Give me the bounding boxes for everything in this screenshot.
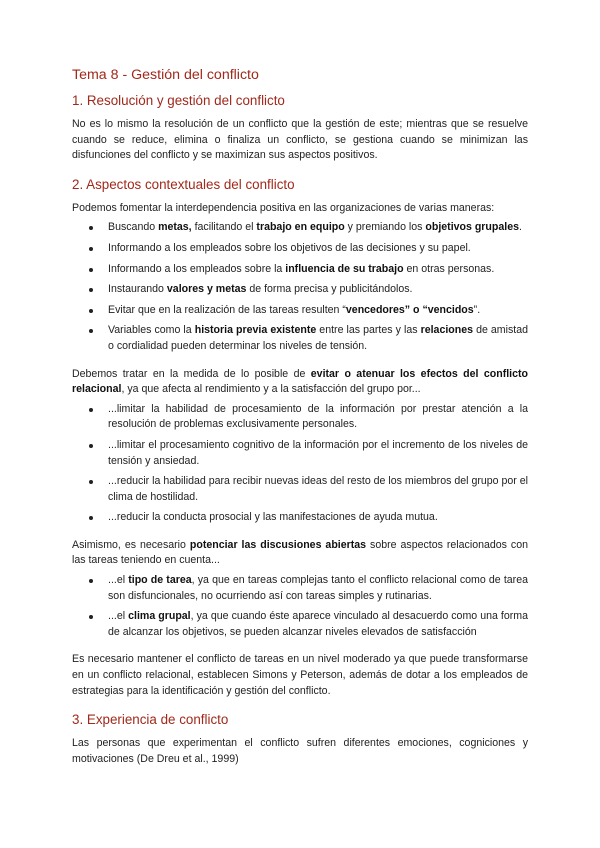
- bullet-list-interdependence: [72, 220, 528, 354]
- list-item: Buscando metas, facilitando el trabajo en equipo y premiando los objetivos grupales.: [72, 220, 528, 236]
- section-3-heading: 3. Experiencia de conflicto: [72, 712, 229, 728]
- bullet-list-task-factors: [72, 573, 528, 640]
- list-item: Instaurando valores y metas de forma precisa y publicitándolos.: [72, 282, 528, 298]
- section-1-heading: 1. Resolución y gestión del conflicto: [72, 93, 285, 108]
- list-item: Informando a los empleados sobre los objetivos de las decisiones y su papel.: [72, 241, 528, 257]
- document-title: Tema 8 - Gestión del conflicto: [72, 67, 259, 83]
- section-2-heading: 2. Aspectos contextuales del conflicto: [72, 176, 295, 192]
- paragraph-moderate-conflict: Es necesario mantener el conflicto de tareas en un nivel moderado ya que puede transformarse en un conflicto relacional, establecen Simons y Peterson, además de dotar a los empleados de estrategias para la identificación y gestión del conflicto.: [72, 653, 528, 697]
- list-item: Informando a los empleados sobre la influencia de su trabajo en otras personas.: [72, 262, 528, 278]
- list-item: ...el tipo de tarea, ya que en tareas complejas tanto el conflicto relacional como de tarea son disfuncionales, no ocurriendo así con tareas simples y rutinarias.: [72, 573, 528, 604]
- list-item: ...limitar el procesamiento cognitivo de la información por el incremento de los niveles de tensión y ansiedad.: [72, 438, 528, 469]
- paragraph-open-discussions: Asimismo, es necesario potenciar las discusiones abiertas sobre aspectos relacionados con las tareas teniendo en cuenta...: [72, 538, 529, 567]
- paragraph-relational-conflict: Debemos tratar en la medida de lo posible de evitar o atenuar los efectos del conflicto relacional, ya que afecta al rendimiento y a la satisfacción del grupo por...: [72, 367, 528, 396]
- section-3-paragraph: Las personas que experimentan el conflicto sufren diferentes emociones, cogniciones y motivaciones (De Dreu et al., 1999): [72, 737, 528, 765]
- list-item: ...reducir la habilidad para recibir nuevas ideas del resto de los miembros del grupo por el clima de hostilidad.: [72, 474, 528, 505]
- list-item: Evitar que en la realización de las tareas resulten “vencedores” o “vencidos”.: [72, 303, 528, 319]
- section-2-intro: Podemos fomentar la interdependencia positiva en las organizaciones de varias maneras:: [72, 201, 495, 214]
- section-1-paragraph: No es lo mismo la resolución de un conflicto que la gestión de este; mientras que se resuelve cuando se reduce, elimina o finaliza un conflicto, se gestiona cuando se minimizan las disfunciones del conflicto y se maximizan sus aspectos positivos.: [72, 118, 528, 162]
- list-item: Variables como la historia previa existente entre las partes y las relaciones de amistad o cordialidad pueden determinar los niveles de tensión.: [72, 323, 528, 354]
- list-item: ...limitar la habilidad de procesamiento de la información por prestar atención a la resolución de problemas exclusivamente personales.: [72, 402, 528, 433]
- list-item: ...reducir la conducta prosocial y las manifestaciones de ayuda mutua.: [72, 510, 528, 526]
- list-item: ...el clima grupal, ya que cuando éste aparece vinculado al desacuerdo como una forma de alcanzar los objetivos, se pueden alcanzar niveles elevados de satisfacción: [72, 609, 528, 640]
- bullet-list-relational-effects: [72, 402, 528, 526]
- document-page: [72, 66, 528, 767]
